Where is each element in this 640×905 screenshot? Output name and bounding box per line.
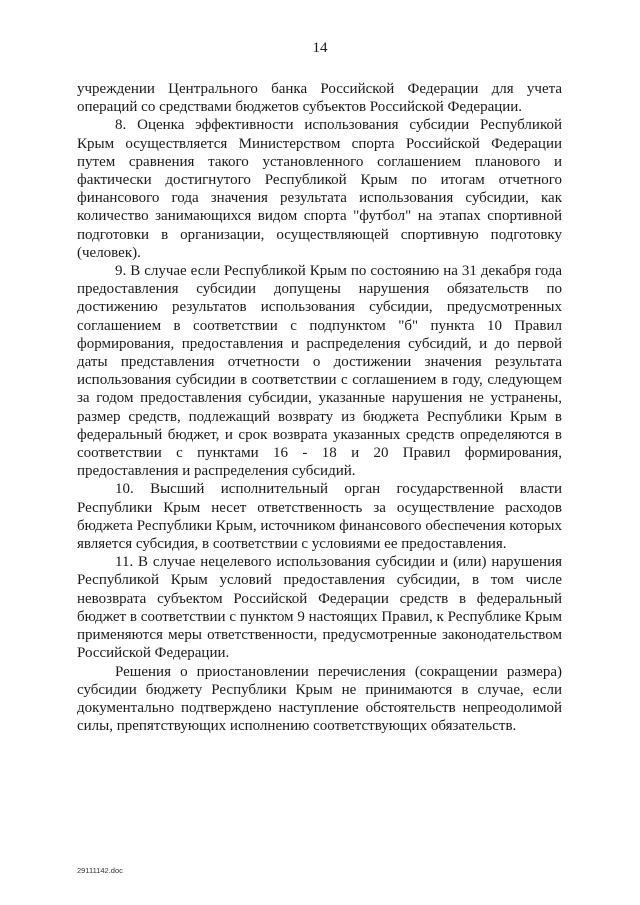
paragraph-continuation: учреждении Центрального банка Российской Федерации для учета операций со средствами бюджетов субъектов Российской Федерации. [77,81,562,116]
document-file-code: 29111142.doc [77,866,123,875]
paragraph-11: 11. В случае нецелевого использования субсидии и (или) нарушения Республикой Крым условий предоставления субсидии, в том числе невозврата субъектом Российской Федерации средств в федеральный бюджет в соответствии с пунктом 9 настоящих Правил, к Республике Крым применяются меры ответственности, предусмотренные законодательством Российской Федерации. [77,554,562,662]
paragraph-9: 9. В случае если Республикой Крым по состоянию на 31 декабря года предоставления субсидии допущены нарушения обязательств по достижению результатов использования субсидии, предусмотренных соглашением в соответствии с подпунктом "б" пункта 10 Правил формирования, предоставления и распределения субсидий, и до первой даты представления отчетности о достижении значения результата использования субсидии в соответствии с соглашением в году, следующем за годом предоставления субсидии, указанные нарушения не устранены, размер средств, подлежащий возврату из бюджета Республики Крым в федеральный бюджет, и срок возврата указанных средств определяются в соответствии с пунктами 16 - 18 и 20 Правил формирования, предоставления и распределения субсидий. [77,263,562,480]
paragraph-decisions: Решения о приостановлении перечисления (сокращении размера) субсидии бюджету Республики Крым не принимаются в случае, если документально подтверждено наступление обстоятельств непреодолимой силы, препятствующих исполнению соответствующих обязательств. [77,663,562,735]
paragraph-8: 8. Оценка эффективности использования субсидии Республикой Крым осуществляется Министерством спорта Российской Федерации путем сравнения такого установленного соглашением планового и фактически достигнутого Республикой Крым по итогам отчетного финансового года значения результата использования субсидии, как количество занимающихся видом спорта "футбол" на этапах спортивной подготовки в организации, осуществляющей спортивную подготовку (человек). [77,117,562,261]
paragraph-10: 10. Высший исполнительный орган государственной власти Республики Крым несет ответственность за осуществление расходов бюджета Республики Крым, источником финансового обеспечения которых является субсидия, в соответствии с условиями ее предоставления. [77,481,562,553]
document-body [77,80,562,735]
page-number: 14 [312,40,328,56]
